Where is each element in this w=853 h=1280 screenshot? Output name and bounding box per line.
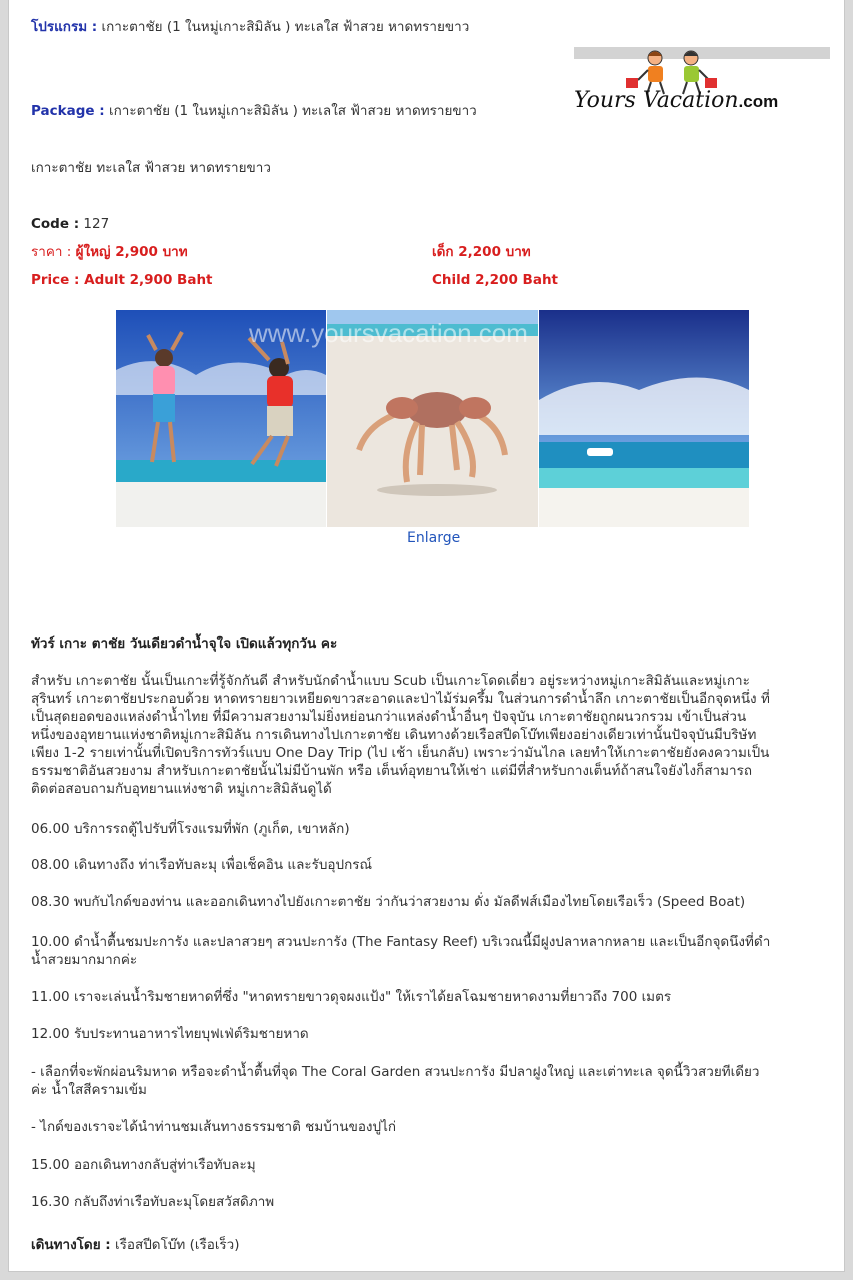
code-label: Code : <box>31 216 80 232</box>
schedule-item <box>31 820 837 838</box>
intro-line: เป็นสุดยอดของแหล่งดำน้ำไทย ที่มีความสวยงามไม่ยิ่งหย่อนกว่าแหล่งดำน้ำอื่นๆ ปัจจุบัน เกาะตาชัยถูกผนวกรวม เข้าเป็นส่วน <box>31 709 747 725</box>
schedule-item <box>31 933 837 969</box>
subtitle: เกาะตาชัย ทะเลใส ฟ้าสวย หาดทรายขาว <box>31 160 271 176</box>
schedule-item <box>31 1063 837 1099</box>
intro-line: เพียง 1-2 รายเท่านั้นที่เปิดบริการทัวร์แบบ One Day Trip (ไป เช้า เย็นกลับ) เพราะว่ามันไกล เลยทำให้เกาะตาชัยยังคงความเป็น <box>31 745 770 761</box>
price-thai-adult-value: ผู้ใหญ่ 2,900 บาท <box>75 244 188 260</box>
page-frame <box>8 0 845 1272</box>
intro-line: หนึ่งของอุทยานแห่งชาติหมู่เกาะสิมิลัน การเดินทางไปเกาะตาชัย เดินทางด้วยเรือสปีดโบ๊ทเพียงอย่างเดียวเท่านั้นปัจจุบันมีบริษัท <box>31 727 757 743</box>
package-line <box>31 102 477 120</box>
schedule-line: 06.00 บริการรถตู้ไปรับที่โรงแรมที่พัก (ภูเก็ต, เขาหลัก) <box>31 821 350 837</box>
schedule-line: 16.30 กลับถึงท่าเรือทับละมุโดยสวัสดิภาพ <box>31 1194 275 1210</box>
logo-brand: Yours Vacation <box>574 88 739 113</box>
schedule-line: 11.00 เราจะเล่นน้ำริมชายหาดที่ซึ่ง "หาดทรายขาวดุจผงแป้ง" ให้เราได้ยลโฉมชายหาดงามที่ยาวถึง 700 เมตร <box>31 989 672 1005</box>
schedule-item <box>31 893 837 911</box>
program-label: โปรแกรม : <box>31 19 98 35</box>
schedule-line: 08.30 พบกับไกด์ของท่าน และออกเดินทางไปยังเกาะตาชัย ว่ากันว่าสวยงาม ดั่ง มัลดีฟส์เมืองไทยโดยเรือเร็ว (Speed Boat) <box>31 894 746 910</box>
price-thai-adult <box>31 243 188 261</box>
schedule-item <box>31 856 837 874</box>
travel-label: เดินทางโดย : <box>31 1237 111 1253</box>
intro-line: สำหรับ เกาะตาชัย นั้นเป็นเกาะที่รู้จักกันดี สำหรับนักดำน้ำแบบ Scub เป็นเกาะโดดเดี่ยว อยู่ระหว่างหมู่เกาะสิมิลันและหมู่เกาะ <box>31 673 750 689</box>
intro-line: ธรรมชาติอันสวยงาม สำหรับเกาะตาชัยนั้นไม่มีบ้านพัก หรือ เต็นท์อุทยานให้เช่า แต่มีที่สำหรับกางเต็นท์ถ้าสนใจยังไงก็สามารถ <box>31 763 753 779</box>
schedule-line: 12.00 รับประทานอาหารไทยบุฟเฟ่ต์ริมชายหาด <box>31 1026 309 1042</box>
price-english-adult: Price : Adult 2,900 Baht <box>31 272 213 288</box>
logo[interactable] <box>574 88 834 113</box>
code-line <box>31 215 109 233</box>
schedule-item <box>31 1025 837 1043</box>
logo-suffix: .com <box>738 92 779 111</box>
tour-heading: ทัวร์ เกาะ ตาชัย วันเดียวดำน้ำจุใจ เปิดแล้วทุกวัน คะ <box>31 636 338 652</box>
travel-value: เรือสปีดโบ๊ท (เรือเร็ว) <box>115 1237 240 1253</box>
price-thai-child: เด็ก 2,200 บาท <box>432 244 531 260</box>
beach-boat-image <box>539 310 749 527</box>
schedule-line: - เลือกที่จะพักผ่อนริมหาด หรือจะดำน้ำตื้นที่จุด The Coral Garden สวนปะการัง มีปลาฝูงใหญ่ และเต่าทะเล จุดนี้วิวสวยทีเดียว <box>31 1064 760 1080</box>
program-value: เกาะตาชัย (1 ในหมู่เกาะสิมิลัน ) ทะเลใส ฟ้าสวย หาดทรายขาว <box>101 19 470 35</box>
price-english-child: Child 2,200 Baht <box>432 272 559 288</box>
schedule-line: น้ำสวยมากมากค่ะ <box>31 952 138 968</box>
schedule-line: 08.00 เดินทางถึง ท่าเรือทับละมุ เพื่อเช็คอิน และรับอุปกรณ์ <box>31 857 373 873</box>
price-thai-label: ราคา : <box>31 244 72 260</box>
package-value: เกาะตาชัย (1 ในหมู่เกาะสิมิลัน ) ทะเลใส ฟ้าสวย หาดทรายขาว <box>108 103 477 119</box>
schedule-line: ค่ะ น้ำใสสีครามเข้ม <box>31 1082 147 1098</box>
schedule-item <box>31 1156 837 1174</box>
package-label: Package : <box>31 103 105 119</box>
schedule-line: 10.00 ดำน้ำตื้นชมปะการัง และปลาสวยๆ สวนปะการัง (The Fantasy Reef) บริเวณนี้มีฝูงปลาหลากหลาย และเป็นอีกจุดนึงที่ดำ <box>31 934 771 950</box>
code-value: 127 <box>83 216 110 232</box>
gallery-watermark: www.yoursvacation.com <box>249 318 528 348</box>
program-line <box>31 18 469 36</box>
schedule-line: - ไกด์ของเราจะได้นำท่านชมเส้นทางธรรมชาติ ชมบ้านของปูไก่ <box>31 1119 397 1135</box>
intro-paragraph <box>31 672 837 798</box>
intro-line: ติดต่อสอบถามกับอุทยานแห่งชาติ หมู่เกาะสิมิลันดูได้ <box>31 781 332 797</box>
schedule-line: 15.00 ออกเดินทางกลับสู่ท่าเรือทับละมุ <box>31 1157 256 1173</box>
photo-beach-boat[interactable] <box>539 310 749 527</box>
intro-line: สุรินทร์ เกาะตาชัยประกอบด้วย หาดทรายยาวเหยียดขาวสะอาดและป่าไม้ร่มครึ้ม ในส่วนการดำน้ำลึก เกาะตาชัยเป็นอีกจุดหนึ่ง ที่ <box>31 691 770 707</box>
enlarge-link[interactable]: Enlarge <box>407 530 461 546</box>
travel-line <box>31 1236 240 1254</box>
schedule-item <box>31 1118 837 1136</box>
schedule-item <box>31 988 837 1006</box>
schedule-item <box>31 1193 837 1211</box>
